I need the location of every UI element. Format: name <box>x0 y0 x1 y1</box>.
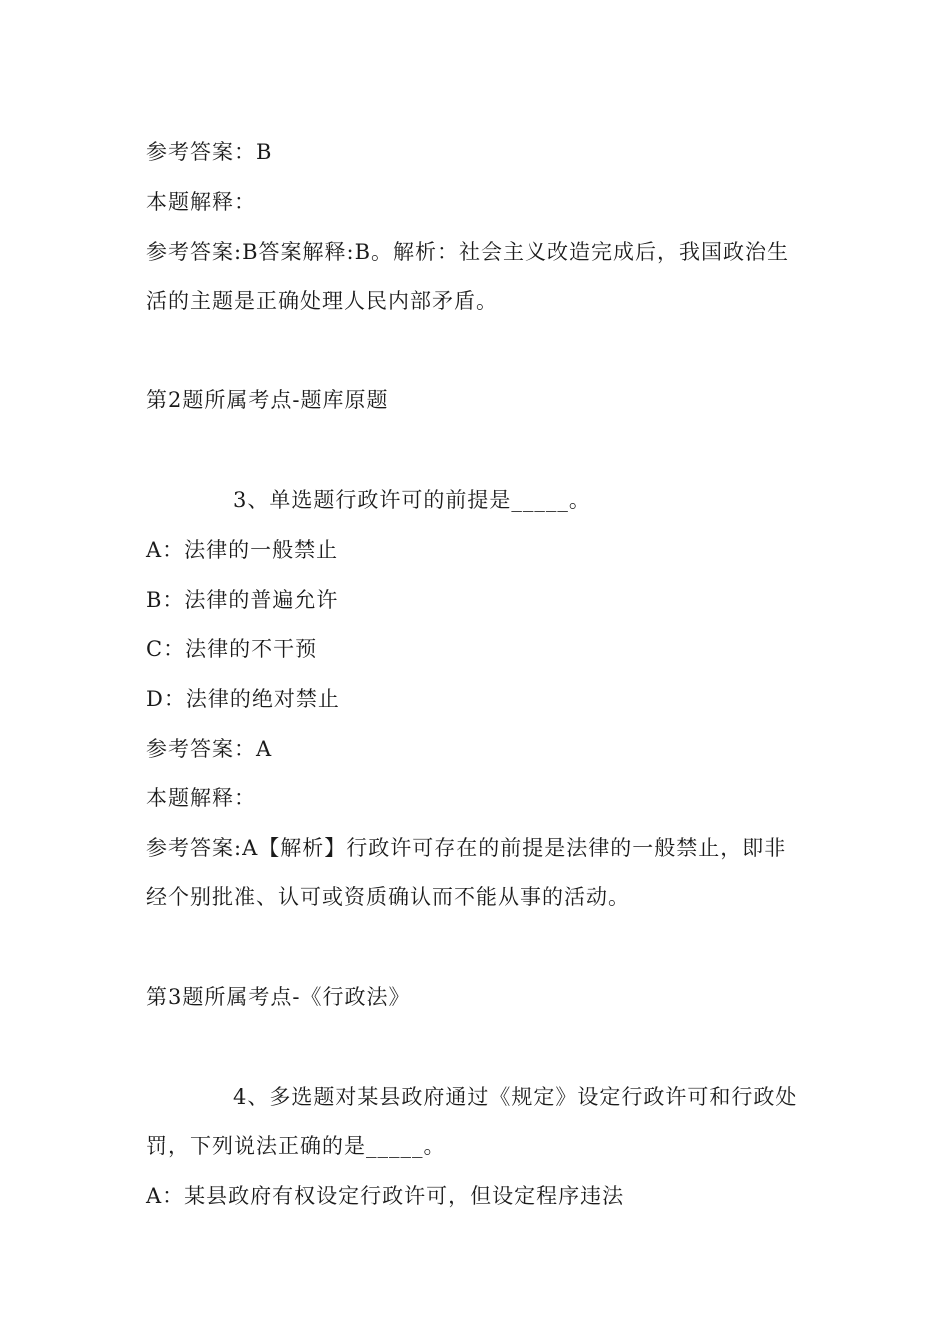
q3-explanation-label: 本题解释： <box>146 786 256 810</box>
q4-option-a: A：某县政府有权设定行政许可，但设定程序违法 <box>146 1184 625 1208</box>
q2-answer: 参考答案：B <box>146 140 273 164</box>
q3-question: 3、单选题行政许可的前提是_____。 <box>233 488 591 512</box>
q3-topic: 第3题所属考点-《行政法》 <box>146 985 411 1009</box>
q3-answer: 参考答案：A <box>146 737 273 761</box>
q3-option-a: A：法律的一般禁止 <box>146 538 339 562</box>
q2-explanation-line-1: 参考答案:B答案解释:B。解析：社会主义改造完成后，我国政治生 <box>146 240 790 264</box>
q3-option-d: D：法律的绝对禁止 <box>146 687 340 711</box>
q3-explanation-line-1: 参考答案:A【解析】行政许可存在的前提是法律的一般禁止，即非 <box>146 836 787 860</box>
q2-explanation-line-2: 活的主题是正确处理人民内部矛盾。 <box>146 289 498 313</box>
q4-question-line-2: 罚，下列说法正确的是_____。 <box>146 1134 446 1158</box>
q3-explanation-line-2: 经个别批准、认可或资质确认而不能从事的活动。 <box>146 885 630 909</box>
q4-question-line-1: 4、多选题对某县政府通过《规定》设定行政许可和行政处 <box>233 1085 798 1109</box>
q2-explanation-label: 本题解释： <box>146 190 256 214</box>
q3-option-b: B：法律的普遍允许 <box>146 588 339 612</box>
q3-option-c: C：法律的不干预 <box>146 637 318 661</box>
q2-topic: 第2题所属考点-题库原题 <box>146 388 389 412</box>
